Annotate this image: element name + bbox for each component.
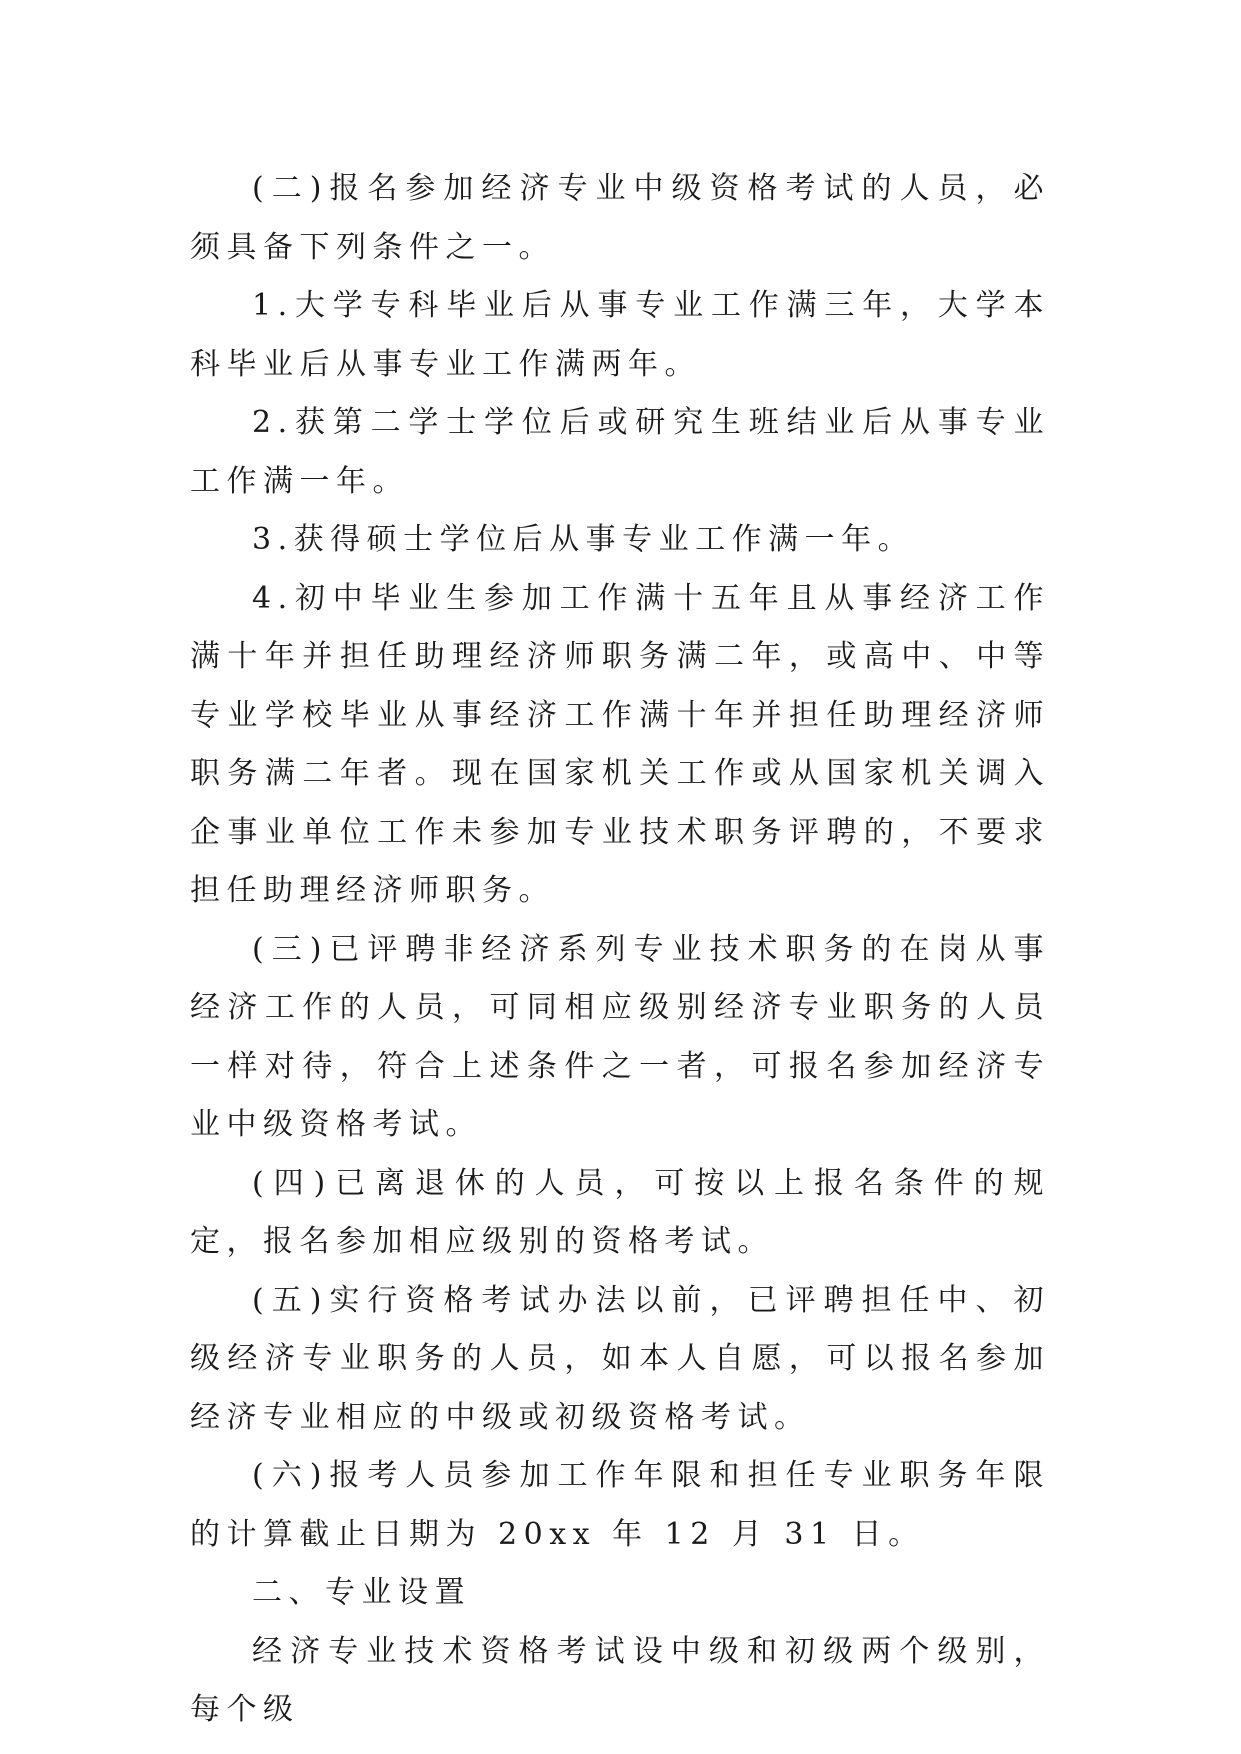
heading-specialty-settings: 二、专业设置: [252, 1575, 471, 1610]
document-body: [190, 160, 1050, 1740]
paragraph-condition-4: 4.初中毕业生参加工作满十五年且从事经济工作满十年并担任助理经济师职务满二年，或高中、中等专业学校毕业从事经济工作满十年并担任助理经济师职务满二年者。现在国家机关工作或从国家机关调入企事业单位工作未参加专业技术职务评聘的，不要求担任助理经济师职务。: [190, 580, 1050, 908]
paragraph-section-3: (三)已评聘非经济系列专业技术职务的在岗从事经济工作的人员，可同相应级别经济专业职务的人员一样对待，符合上述条件之一者，可报名参加经济专业中级资格考试。: [190, 931, 1050, 1142]
paragraph-section-5: (五)实行资格考试办法以前，已评聘担任中、初级经济专业职务的人员，如本人自愿，可以报名参加经济专业相应的中级或初级资格考试。: [190, 1282, 1050, 1435]
paragraph-exam-levels: 经济专业技术资格考试设中级和初级两个级别，每个级: [190, 1633, 1050, 1727]
paragraph-condition-1: 1.大学专科毕业后从事专业工作满三年，大学本科毕业后从事专业工作满两年。: [190, 288, 1050, 382]
paragraph-condition-3: 3.获得硕士学位后从事专业工作满一年。: [252, 522, 915, 557]
paragraph-section-6: (六)报考人员参加工作年限和担任专业职务年限的计算截止日期为 20xx 年 12 月 31 日。: [190, 1458, 1050, 1552]
paragraph-condition-2: 2.获第二学士学位后或研究生班结业后从事专业工作满一年。: [190, 405, 1050, 499]
paragraph-intermediate-requirements: (二)报名参加经济专业中级资格考试的人员，必须具备下列条件之一。: [190, 171, 1050, 265]
paragraph-section-4: (四)已离退休的人员，可按以上报名条件的规定，报名参加相应级别的资格考试。: [190, 1165, 1050, 1259]
